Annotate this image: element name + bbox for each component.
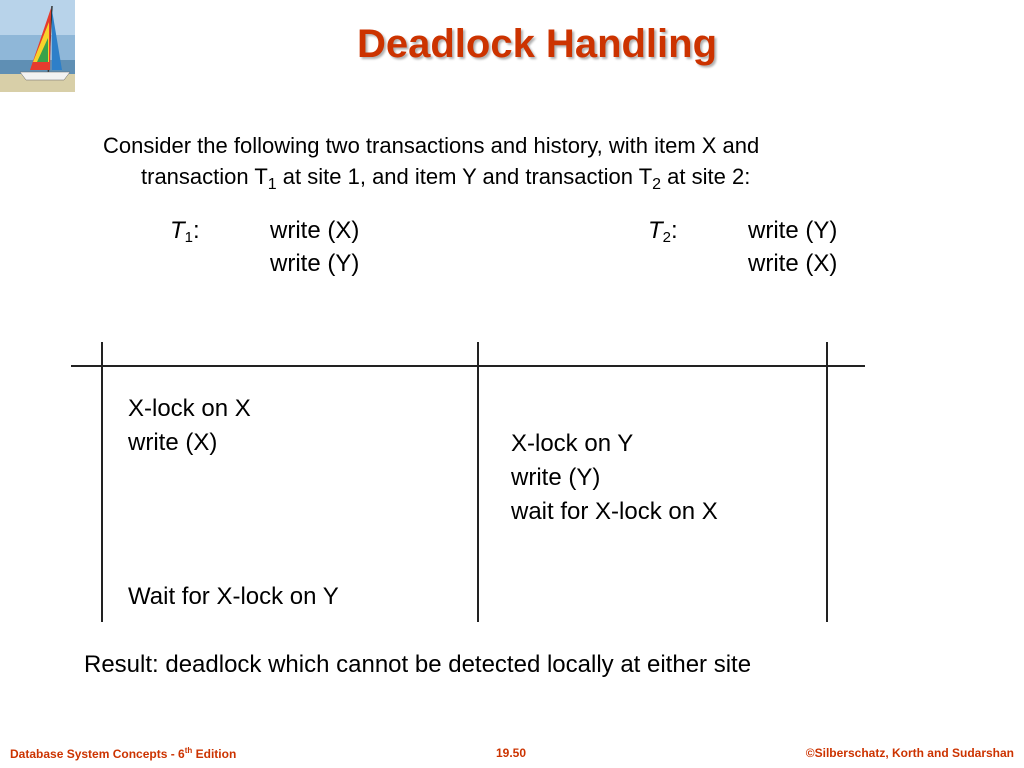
intro-paragraph bbox=[103, 130, 893, 192]
footer-slide-number: 19.50 bbox=[496, 746, 527, 760]
footer-copyright: ©Silberschatz, Korth and Sudarshan bbox=[805, 746, 1014, 760]
history-divider-middle bbox=[477, 342, 479, 622]
footer-book-title bbox=[10, 746, 236, 761]
op-line: write (Y) bbox=[270, 250, 360, 277]
history-step: X-lock on Y bbox=[511, 430, 634, 457]
transaction-name: T bbox=[170, 217, 185, 244]
site1-wait-step: Wait for X-lock on Y bbox=[128, 583, 339, 610]
site1-history-block bbox=[128, 392, 251, 460]
transaction-subscript: 2 bbox=[662, 229, 672, 246]
footer-edition-text: Edition bbox=[192, 747, 237, 761]
site2-history-block bbox=[511, 427, 718, 529]
history-step: wait for X-lock on X bbox=[511, 498, 718, 525]
footer-book-text: Database System Concepts - 6 bbox=[10, 747, 185, 761]
intro-subscript-2: 2 bbox=[652, 176, 662, 193]
op-line: write (Y) bbox=[748, 217, 838, 244]
intro-subscript-1: 1 bbox=[267, 176, 277, 193]
history-step: X-lock on X bbox=[128, 395, 251, 422]
transaction-ops bbox=[748, 214, 837, 280]
history-step: write (Y) bbox=[511, 464, 601, 491]
transaction-label bbox=[170, 214, 200, 247]
transaction-subscript: 1 bbox=[184, 229, 194, 246]
transaction-colon: : bbox=[671, 217, 678, 244]
result-text: Result: deadlock which cannot be detected locally at either site bbox=[84, 651, 752, 678]
op-line: write (X) bbox=[270, 217, 360, 244]
intro-line-1: Consider the following two transactions and history, with item X and bbox=[103, 133, 760, 158]
intro-text-c: at site 2: bbox=[661, 164, 751, 189]
history-header-line bbox=[71, 365, 865, 367]
transaction-colon: : bbox=[193, 217, 200, 244]
intro-text-a: transaction T bbox=[141, 164, 268, 189]
history-step: write (X) bbox=[128, 429, 218, 456]
intro-text-b: at site 1, and item Y and transaction T bbox=[276, 164, 653, 189]
transaction-label bbox=[648, 214, 678, 247]
transaction-name: T bbox=[648, 217, 663, 244]
history-divider-left bbox=[101, 342, 103, 622]
transaction-ops bbox=[270, 214, 359, 280]
intro-line-2 bbox=[103, 161, 893, 192]
slide-title: Deadlock Handling bbox=[356, 22, 718, 66]
history-divider-right bbox=[826, 342, 828, 622]
op-line: write (X) bbox=[748, 250, 838, 277]
footer-superscript: th bbox=[184, 746, 193, 755]
